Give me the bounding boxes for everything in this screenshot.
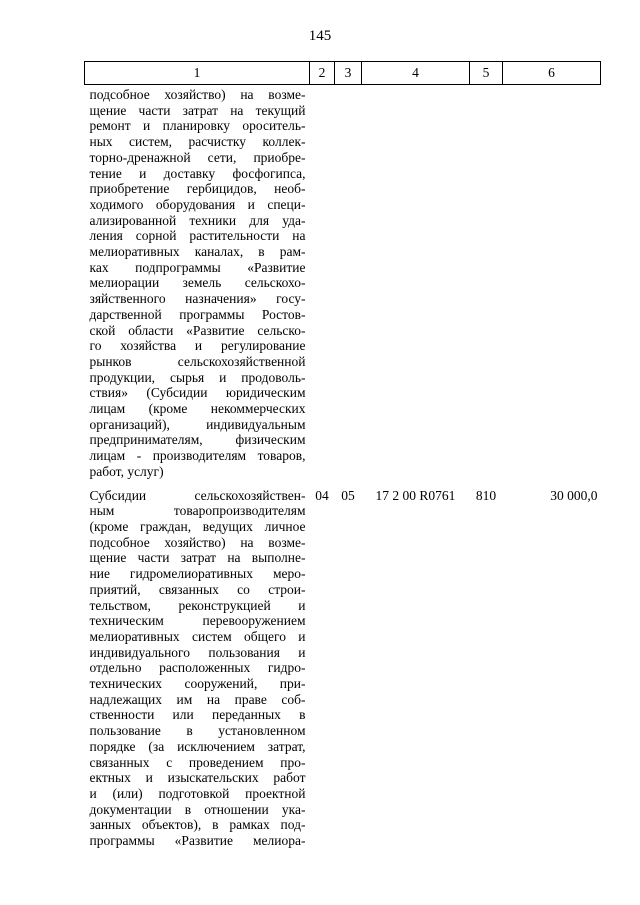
description-line: ным товаропроизводителям: [89, 503, 306, 519]
description-line: приобретение гербицидов, необ-: [89, 181, 306, 197]
description-line: надлежащих им на праве соб-: [89, 691, 306, 707]
description-line: порядке (за исключением затрат,: [89, 738, 306, 754]
description-line: ках подпрограммы «Развитие: [89, 259, 306, 275]
table-row: [85, 85, 601, 486]
row-description: [85, 486, 310, 849]
budget-table: [84, 61, 601, 849]
subsection-code: 05: [341, 487, 355, 503]
description-line: технических сооружений, при-: [89, 676, 306, 692]
column-header: 1: [85, 62, 310, 85]
table-header-row: [85, 62, 601, 85]
target-article-code: 17 2 00 R0761: [375, 487, 456, 503]
description-line: продукции, сырья и продоволь-: [89, 369, 306, 385]
description-line: предпринимателям, физическим: [89, 432, 306, 448]
row-description: [85, 85, 310, 486]
description-line: подсобное хозяйство) на возме-: [89, 534, 306, 550]
description-line: программы «Развитие мелиора-: [89, 833, 306, 849]
description-line: ления сорной растительности на: [89, 228, 306, 244]
description-line: торно-дренажной сети, приобре-: [89, 149, 306, 165]
expense-type-code: [470, 85, 503, 486]
description-line: ской области «Развитие сельско-: [89, 322, 306, 338]
description-line: ализированной техники для уда-: [89, 212, 306, 228]
description-line: ремонт и планировку ороситель-: [89, 118, 306, 134]
description-line: приятий, связанных со строи-: [89, 581, 306, 597]
description-line: го хозяйства и регулирование: [89, 338, 306, 354]
column-header: 6: [503, 62, 601, 85]
column-header: 2: [310, 62, 335, 85]
description-line: (кроме граждан, ведущих личное: [89, 518, 306, 534]
description-line: организаций), индивидуальным: [89, 416, 306, 432]
description-line: щение части затрат на выполне-: [89, 550, 306, 566]
description-line: занных объектов), в рамках под-: [89, 817, 306, 833]
amount-value: [503, 85, 601, 486]
description-line: мелиоративных систем общего и: [89, 628, 306, 644]
description-line: рынков сельскохозяйственной: [89, 353, 306, 369]
description-line: пользование в установленном: [89, 723, 306, 739]
column-header: 3: [335, 62, 362, 85]
expense-type-code: 810: [475, 487, 497, 503]
description-line: дарственной программы Ростов-: [89, 306, 306, 322]
description-line: лицам (кроме некоммерческих: [89, 401, 306, 417]
description-line: ственности или переданных в: [89, 707, 306, 723]
description-line: зяйственного назначения» госу-: [89, 291, 306, 307]
description-line: ектных и изыскательских работ: [89, 770, 306, 786]
page-number: 145: [308, 28, 332, 44]
description-line: и (или) подготовкой проектной: [89, 785, 306, 801]
description-line: документации в отношении ука-: [89, 801, 306, 817]
section-code: [310, 85, 335, 486]
amount-value: 30 000,0: [550, 487, 598, 503]
description-line: индивидуального пользования и: [89, 644, 306, 660]
description-line: отдельно расположенных гидро-: [89, 660, 306, 676]
description-line: тение и доставку фосфогипса,: [89, 165, 306, 181]
description-line: ствия» (Субсидии юридическим: [89, 385, 306, 401]
description-line: тельством, реконструкцией и: [89, 597, 306, 613]
description-line: мелиорации земель сельскохо-: [89, 275, 306, 291]
column-header: 5: [470, 62, 503, 85]
description-line: щение части затрат на текущий: [89, 102, 306, 118]
description-line: ние гидромелиоративных меро-: [89, 566, 306, 582]
description-line: Субсидии сельскохозяйствен-: [89, 487, 306, 503]
column-header: 4: [362, 62, 470, 85]
description-line: ходимого оборудования и специ-: [89, 196, 306, 212]
description-line: лицам - производителям товаров,: [89, 448, 306, 464]
subsection-code: [335, 85, 362, 486]
description-line: связанных с проведением про-: [89, 754, 306, 770]
description-line: ных систем, расчистку коллек-: [89, 134, 306, 150]
description-line: мелиоративных каналах, в рам-: [89, 244, 306, 260]
description-line: подсобное хозяйство) на возме-: [89, 87, 306, 102]
description-line: техническим перевооружением: [89, 613, 306, 629]
target-article-code: [362, 85, 470, 486]
table-row: [85, 486, 601, 849]
section-code: 04: [315, 487, 329, 503]
description-line: работ, услуг): [89, 463, 164, 479]
